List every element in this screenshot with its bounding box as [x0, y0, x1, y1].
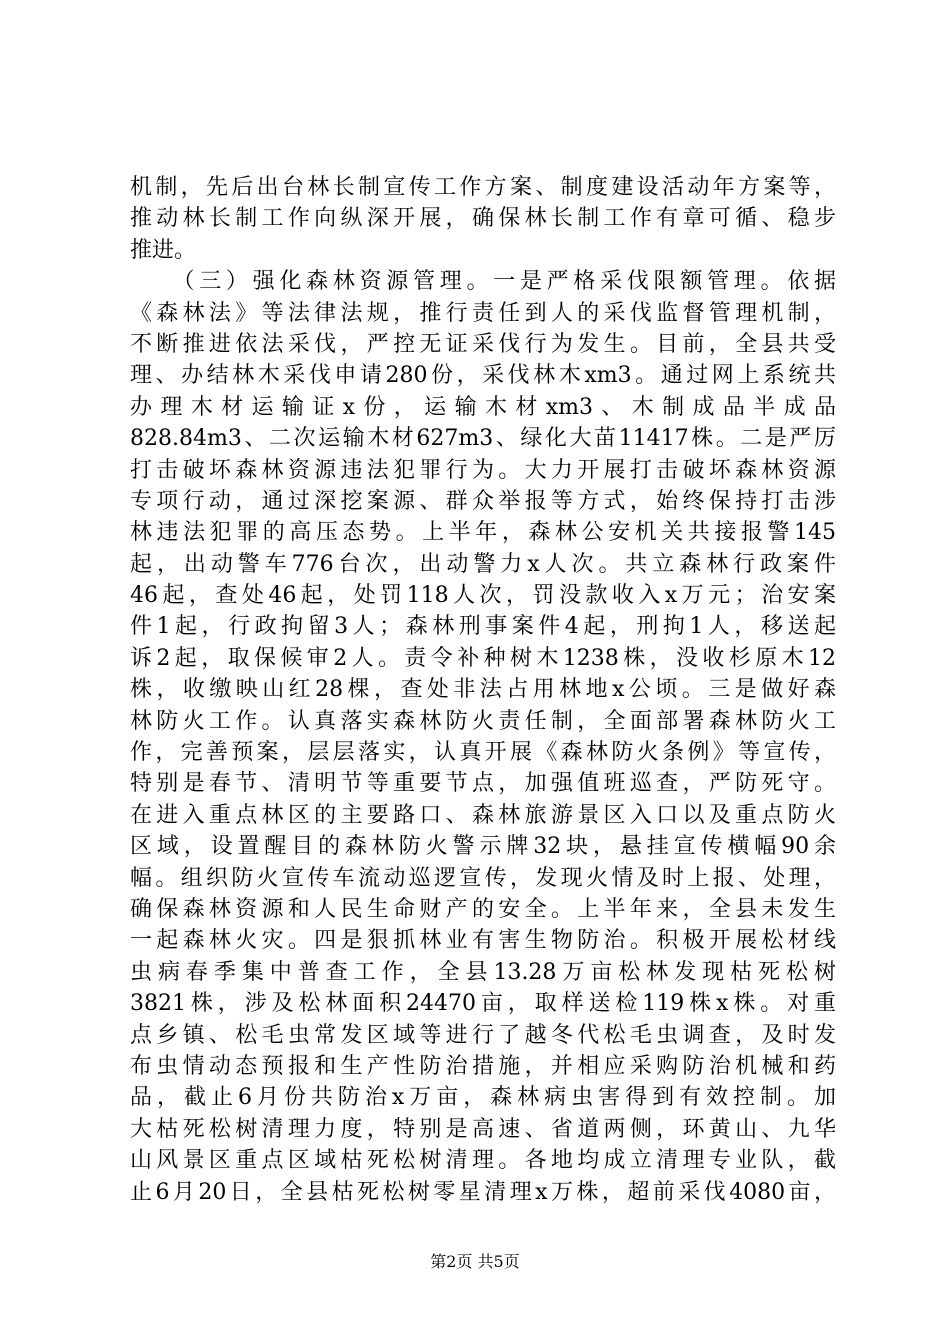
body-text: [130, 172, 836, 1208]
text-line-19: 作，完善预案，层层落实，认真开展《森林防火条例》等宣传，: [130, 740, 836, 766]
text-line-24: 确保森林资源和人民生命财产的安全。上半年来，全县未发生: [130, 896, 836, 922]
text-line-23: 幅。组织防火宣传车流动巡逻宣传，发现火情及时上报、处理，: [130, 865, 836, 891]
text-line-5: 《森林法》等法律法规，推行责任到人的采伐监督管理机制，: [130, 300, 836, 326]
text-line-30: 品，截止6月份共防治x万亩，森林病虫害得到有效控制。加: [130, 1085, 836, 1111]
text-line-12: 林违法犯罪的高压态势。上半年，森林公安机关共接报警145: [130, 520, 836, 546]
text-line-1: 机制，先后出台林长制宣传工作方案、制度建设活动年方案等，: [130, 175, 836, 200]
text-line-11: 专项行动，通过深挖案源、群众举报等方式，始终保持打击涉: [130, 488, 836, 514]
text-line-32: 山风景区重点区域枯死松树清理。各地均成立清理专业队，截: [130, 1148, 836, 1174]
text-line-4: （三）强化森林资源管理。一是严格采伐限额管理。依据: [130, 269, 836, 295]
text-line-6: 不断推进依法采伐，严控无证采伐行为发生。目前，全县共受: [130, 331, 836, 357]
text-line-20: 特别是春节、清明节等重要节点，加强值班巡查，严防死守。: [130, 771, 836, 797]
text-line-10: 打击破坏森林资源违法犯罪行为。大力开展打击破坏森林资源: [130, 457, 836, 483]
page-number-footer: 第2页 共5页: [430, 1252, 520, 1271]
text-line-29: 布虫情动态预报和生产性防治措施，并相应采购防治机械和药: [130, 1053, 836, 1079]
text-line-21: 在进入重点林区的主要路口、森林旅游景区入口以及重点防火: [130, 802, 836, 828]
text-line-7: 理、办结林木采伐申请280份，采伐林木xm3。通过网上系统共: [130, 363, 836, 389]
text-line-15: 件1起，行政拘留3人；森林刑事案件4起，刑拘1人，移送起: [130, 614, 836, 640]
text-line-17: 株，收缴映山红28棵，查处非法占用林地x公顷。三是做好森: [130, 677, 836, 703]
text-line-9: 828.84m3、二次运输木材627m3、绿化大苗11417株。二是严厉: [130, 426, 836, 452]
text-line-28: 点乡镇、松毛虫常发区域等进行了越冬代松毛虫调查，及时发: [130, 1022, 836, 1048]
text-line-16: 诉2起，取保候审2人。责令补种树木1238株，没收杉原木12: [130, 645, 836, 671]
text-line-33: 止6月20日，全县枯死松树零星清理x万株，超前采伐4080亩，: [130, 1179, 836, 1205]
text-line-31: 大枯死松树清理力度，特别是高速、省道两侧，环黄山、九华: [130, 1116, 836, 1142]
text-line-22: 区域，设置醒目的森林防火警示牌32块，悬挂宣传横幅90余: [130, 834, 836, 860]
text-line-18: 林防火工作。认真落实森林防火责任制，全面部署森林防火工: [130, 708, 836, 734]
text-line-13: 起，出动警车776台次，出动警力x人次。共立森林行政案件: [130, 551, 836, 577]
text-line-25: 一起森林火灾。四是狠抓林业有害生物防治。积极开展松材线: [130, 928, 836, 954]
text-line-3: 推进。: [130, 237, 197, 263]
text-line-27: 3821株，涉及松林面积24470亩，取样送检119株x株。对重: [130, 991, 836, 1017]
text-line-2: 推动林长制工作向纵深开展，确保林长制工作有章可循、稳步: [130, 206, 836, 232]
text-line-26: 虫病春季集中普查工作，全县13.28万亩松林发现枯死松树: [130, 959, 836, 985]
text-line-14: 46起，查处46起，处罚118人次，罚没款收入x万元；治安案: [130, 583, 836, 609]
text-line-8: 办理木材运输证x份，运输木材xm3、木制成品半成品: [130, 394, 836, 420]
